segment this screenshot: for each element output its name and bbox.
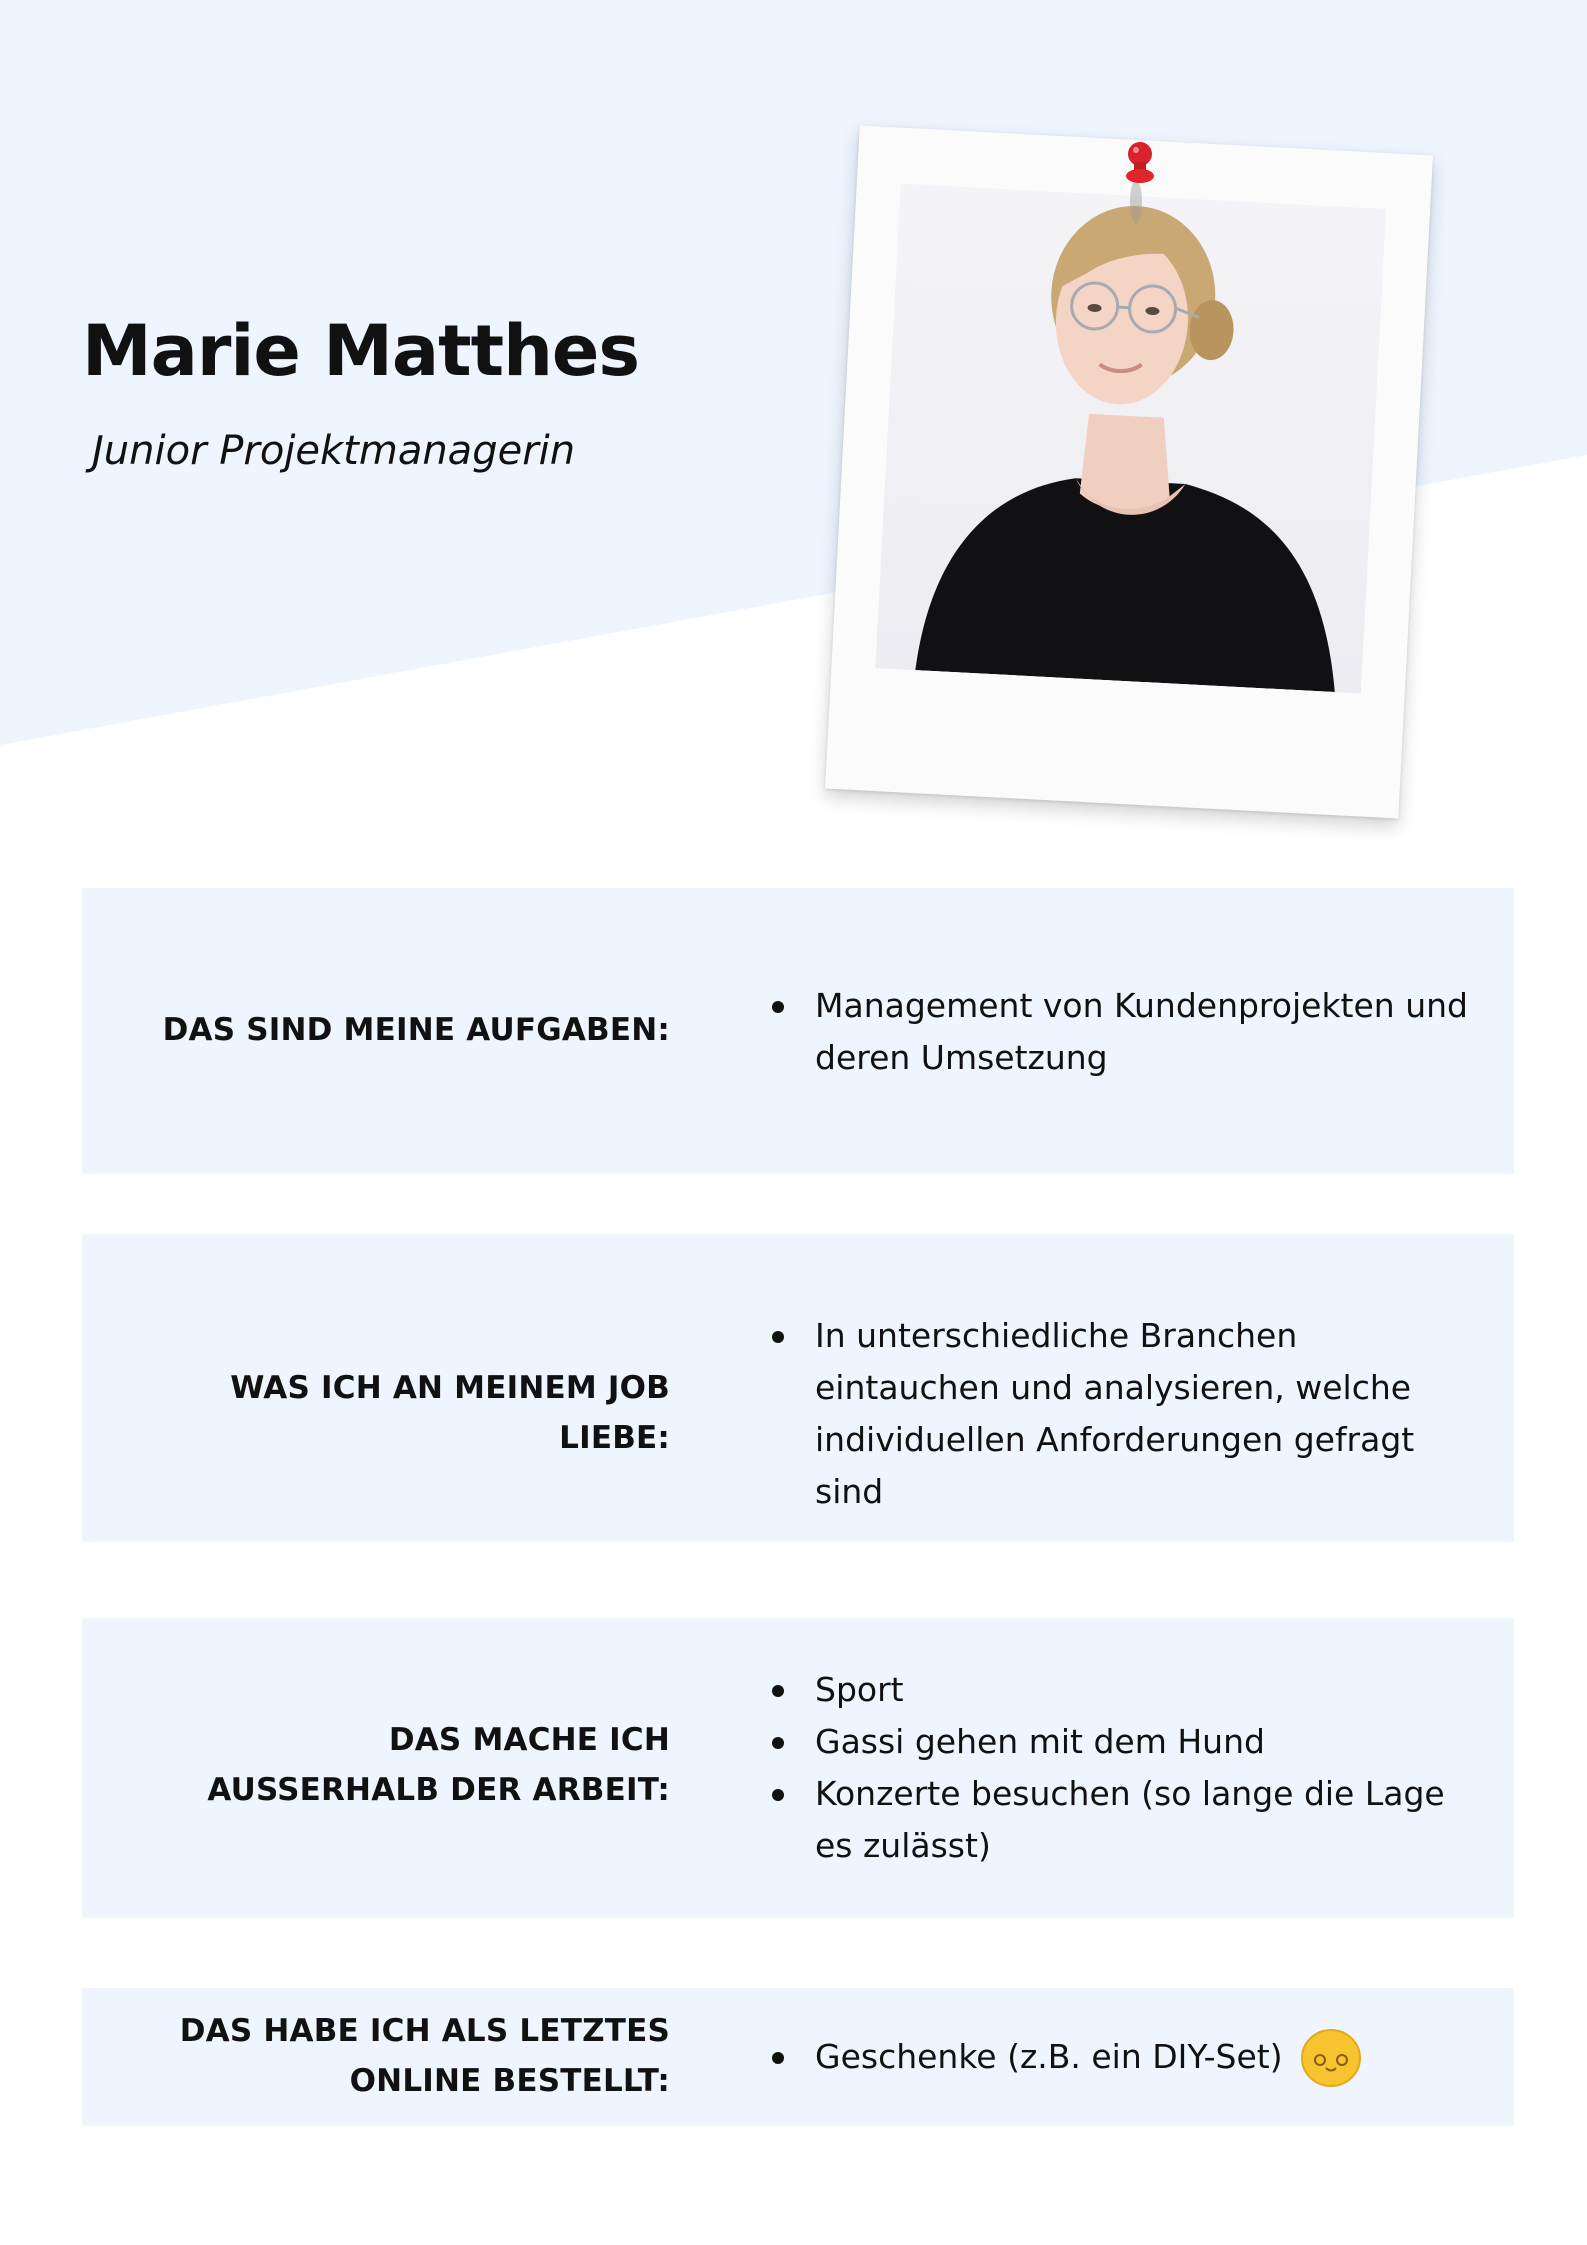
section-job-love: [82, 1234, 1514, 1542]
section-free-time: [82, 1618, 1514, 1918]
section-list: [772, 1664, 1472, 1872]
section-list: [772, 1310, 1472, 1518]
portrait-photo: [875, 184, 1386, 694]
list-item: Sport: [772, 1664, 1472, 1716]
section-label: WAS ICH AN MEINEM JOB LIEBE:: [230, 1370, 670, 1456]
push-pin-icon: [1120, 140, 1160, 230]
section-list: [772, 980, 1472, 1084]
section-tasks: [82, 888, 1514, 1174]
list-item: Geschenke (z.B. ein DIY-Set): [772, 2031, 1472, 2083]
list-item: Management von Kundenprojekten und deren Umsetzung: [772, 980, 1472, 1084]
person-name: Marie Matthes: [82, 310, 640, 392]
section-label: DAS MACHE ICH AUSSERHALB DER ARBEIT:: [207, 1722, 670, 1808]
section-list: [772, 2031, 1472, 2083]
list-item: Konzerte besuchen (so lange die Lage es zulässt): [772, 1768, 1472, 1872]
smiling-face-icon: [1300, 2028, 1362, 2088]
section-label: DAS HABE ICH ALS LETZTES ONLINE BESTELLT:: [179, 2013, 670, 2099]
list-item: In unterschiedliche Branchen eintauchen und analysieren, welche individuellen Anforderungen gefragt sind: [772, 1310, 1472, 1518]
job-title: Junior Projektmanagerin: [92, 428, 576, 474]
section-label: DAS SIND MEINE AUFGABEN:: [162, 1012, 670, 1048]
list-item: Gassi gehen mit dem Hund: [772, 1716, 1472, 1768]
